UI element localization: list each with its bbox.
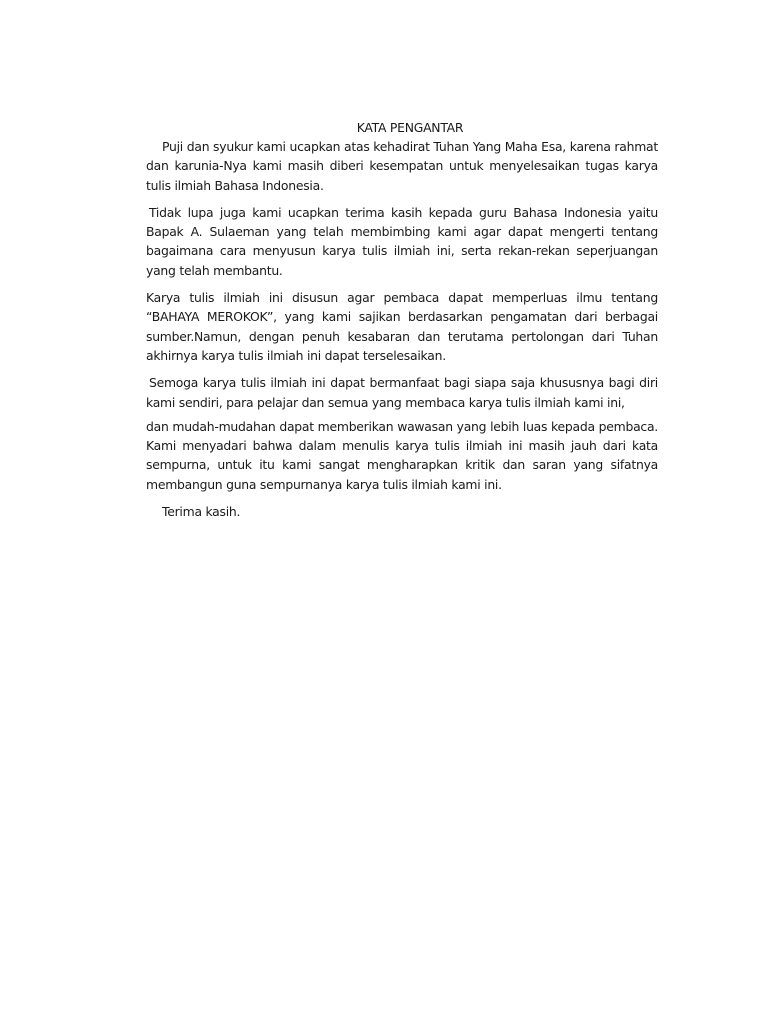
document-page (146, 118, 658, 521)
paragraph-purpose: Karya tulis ilmiah ini disusun agar pembaca dapat memperluas ilmu tentang “BAHAYA MEROKOK”, yang kami sajikan berdasarkan pengamatan dari berbagai sumber.Namun, dengan penuh kesabaran dan terutama pertolongan dari Tuhan akhirnya karya tulis ilmiah ini dapat terselesaikan. (146, 290, 658, 363)
paragraph-acknowledgement: Tidak lupa juga kami ucapkan terima kasih kepada guru Bahasa Indonesia yaitu Bapak A. Sulaeman yang telah membimbing kami agar dapat mengerti tentang bagaimana cara menyusun karya tulis ilmiah ini, serta rekan-rekan seperjuangan yang telah membantu. (146, 204, 658, 278)
paragraph-critique-request: dan mudah-mudahan dapat memberikan wawasan yang lebih luas kepada pembaca. Kami menyadari bahwa dalam menulis karya tulis ilmiah ini masih jauh dari kata sempurna, untuk itu kami sangat mengharapkan kritik dan saran yang sifatnya membangun guna sempurnanya karya tulis ilmiah kami ini. (146, 418, 658, 492)
closing-thanks: Terima kasih. (162, 504, 241, 520)
paragraph-opening: Puji dan syukur kami ucapkan atas kehadirat Tuhan Yang Maha Esa, karena rahmat dan karunia-Nya kami masih diberi kesempatan untuk menyelesaikan tugas karya tulis ilmiah Bahasa Indonesia. (146, 139, 658, 193)
document-title: KATA PENGANTAR (356, 120, 464, 135)
paragraph-hope: Semoga karya tulis ilmiah ini dapat bermanfaat bagi siapa saja khususnya bagi diri kami sendiri, para pelajar dan semua yang membaca karya tulis ilmiah kami ini, (146, 375, 658, 410)
